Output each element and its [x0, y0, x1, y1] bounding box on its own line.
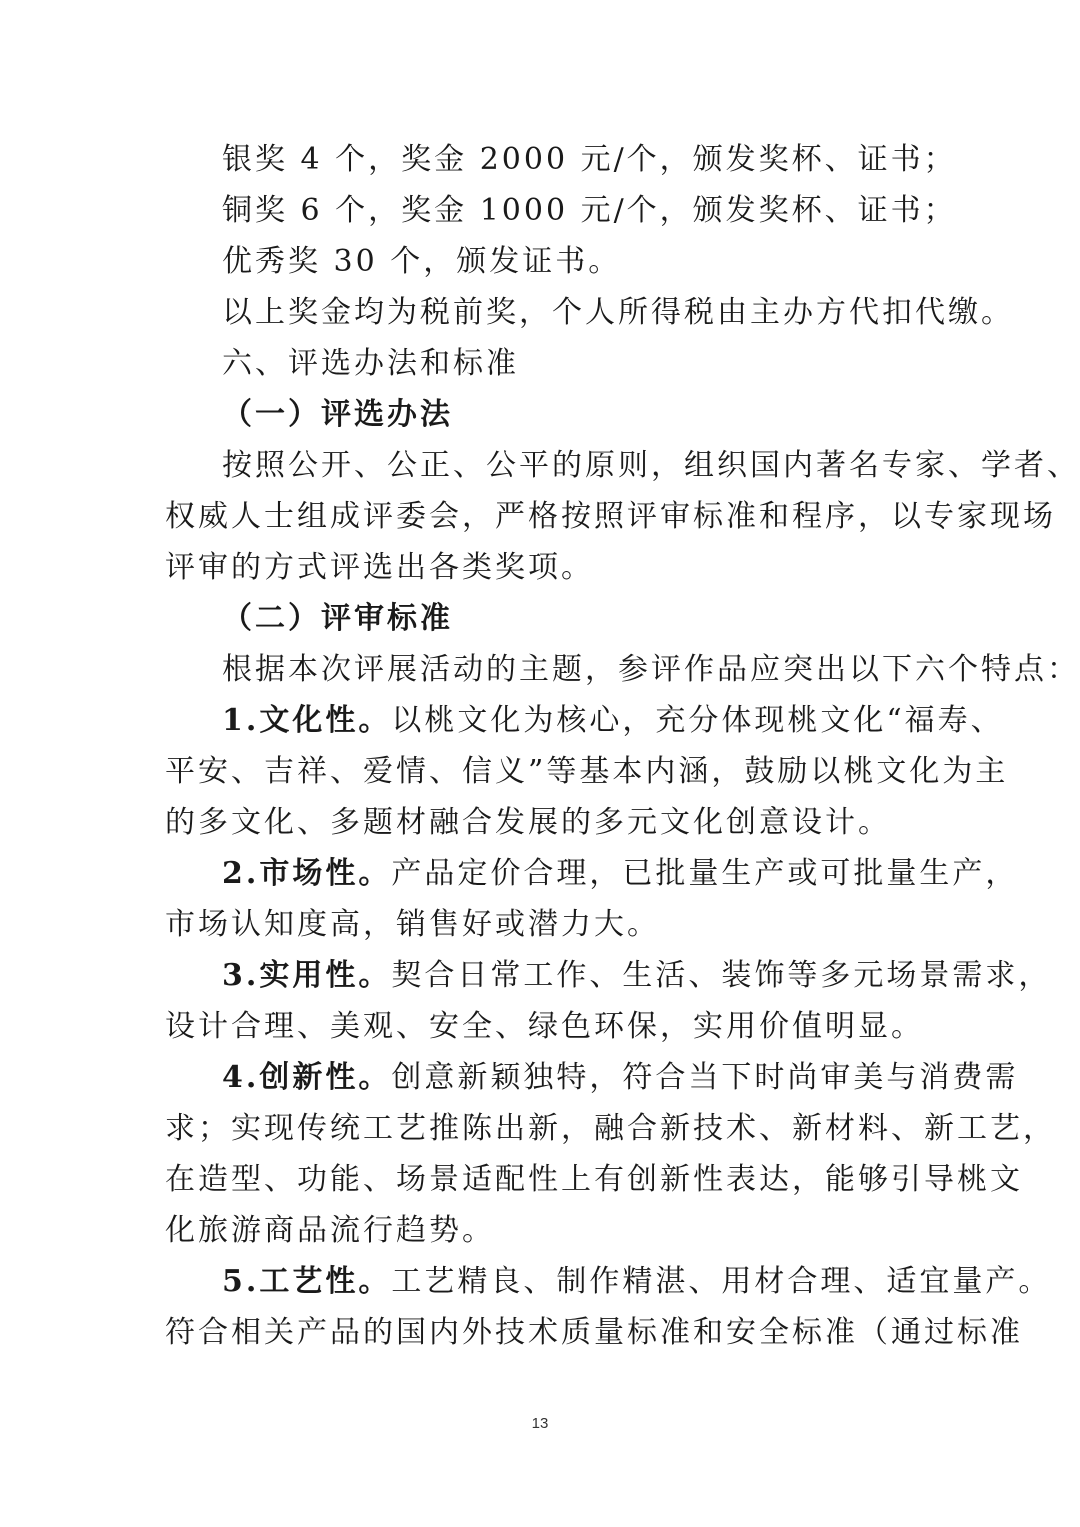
- paragraph-line: 化旅游商品流行趋势。: [165, 1213, 495, 1248]
- criterion-market: [0, 856, 1080, 892]
- paragraph-line: 权威人士组成评委会，严格按照评审标准和程序，以专家现场: [165, 499, 1056, 534]
- criterion-text: 产品定价合理，已批量生产或可批量生产，: [391, 856, 1019, 891]
- criterion-title: 5.工艺性。: [222, 1264, 392, 1299]
- paragraph-line: 在造型、功能、场景适配性上有创新性表达，能够引导桃文: [165, 1162, 1023, 1197]
- criterion-text: 契合日常工作、生活、装饰等多元场景需求，: [391, 958, 1052, 993]
- silver-award-line: 银奖 4 个，奖金 2000 元/个，颁发奖杯、证书；: [222, 142, 957, 177]
- paragraph-line: 平安、吉祥、爱情、信义”等基本内涵，鼓励以桃文化为主: [165, 754, 1009, 789]
- criterion-craftsmanship: [0, 1264, 1080, 1300]
- criterion-text: 创意新颖独特，符合当下时尚审美与消费需: [391, 1060, 1019, 1095]
- tax-note-line: 以上奖金均为税前奖，个人所得税由主办方代扣代缴。: [222, 295, 1014, 330]
- criterion-innovation: [0, 1060, 1080, 1096]
- paragraph-line: 市场认知度高，销售好或潜力大。: [165, 907, 660, 942]
- subsection-heading-2: （二）评审标准: [222, 601, 453, 636]
- paragraph-line: 设计合理、美观、安全、绿色环保，实用价值明显。: [165, 1009, 924, 1044]
- criterion-text: 以桃文化为核心，充分体现桃文化“福寿、: [391, 703, 1004, 738]
- criterion-text: 工艺精良、制作精湛、用材合理、适宜量产。: [391, 1264, 1052, 1299]
- paragraph-line: 的多文化、多题材融合发展的多元文化创意设计。: [165, 805, 891, 840]
- paragraph-line: 评审的方式评选出各类奖项。: [165, 550, 594, 585]
- criterion-title: 3.实用性。: [222, 958, 392, 993]
- subsection-heading-1: （一）评选办法: [222, 397, 453, 432]
- paragraph-line: 按照公开、公正、公平的原则，组织国内著名专家、学者、: [222, 448, 1080, 483]
- excellence-award-line: 优秀奖 30 个，颁发证书。: [222, 244, 622, 279]
- section-heading-6: 六、评选办法和标准: [222, 346, 519, 381]
- page-number: 13: [531, 1415, 549, 1432]
- paragraph-line: 根据本次评展活动的主题，参评作品应突出以下六个特点：: [222, 652, 1080, 687]
- paragraph-line: 符合相关产品的国内外技术质量标准和安全标准（通过标准: [165, 1315, 1023, 1350]
- criterion-title: 4.创新性。: [222, 1060, 392, 1095]
- criterion-practicality: [0, 958, 1080, 994]
- paragraph-line: 求；实现传统工艺推陈出新，融合新技术、新材料、新工艺，: [165, 1111, 1056, 1146]
- criterion-culture: [0, 703, 1080, 739]
- bronze-award-line: 铜奖 6 个，奖金 1000 元/个，颁发奖杯、证书；: [222, 193, 957, 228]
- criterion-title: 2.市场性。: [222, 856, 392, 891]
- criterion-title: 1.文化性。: [222, 703, 392, 738]
